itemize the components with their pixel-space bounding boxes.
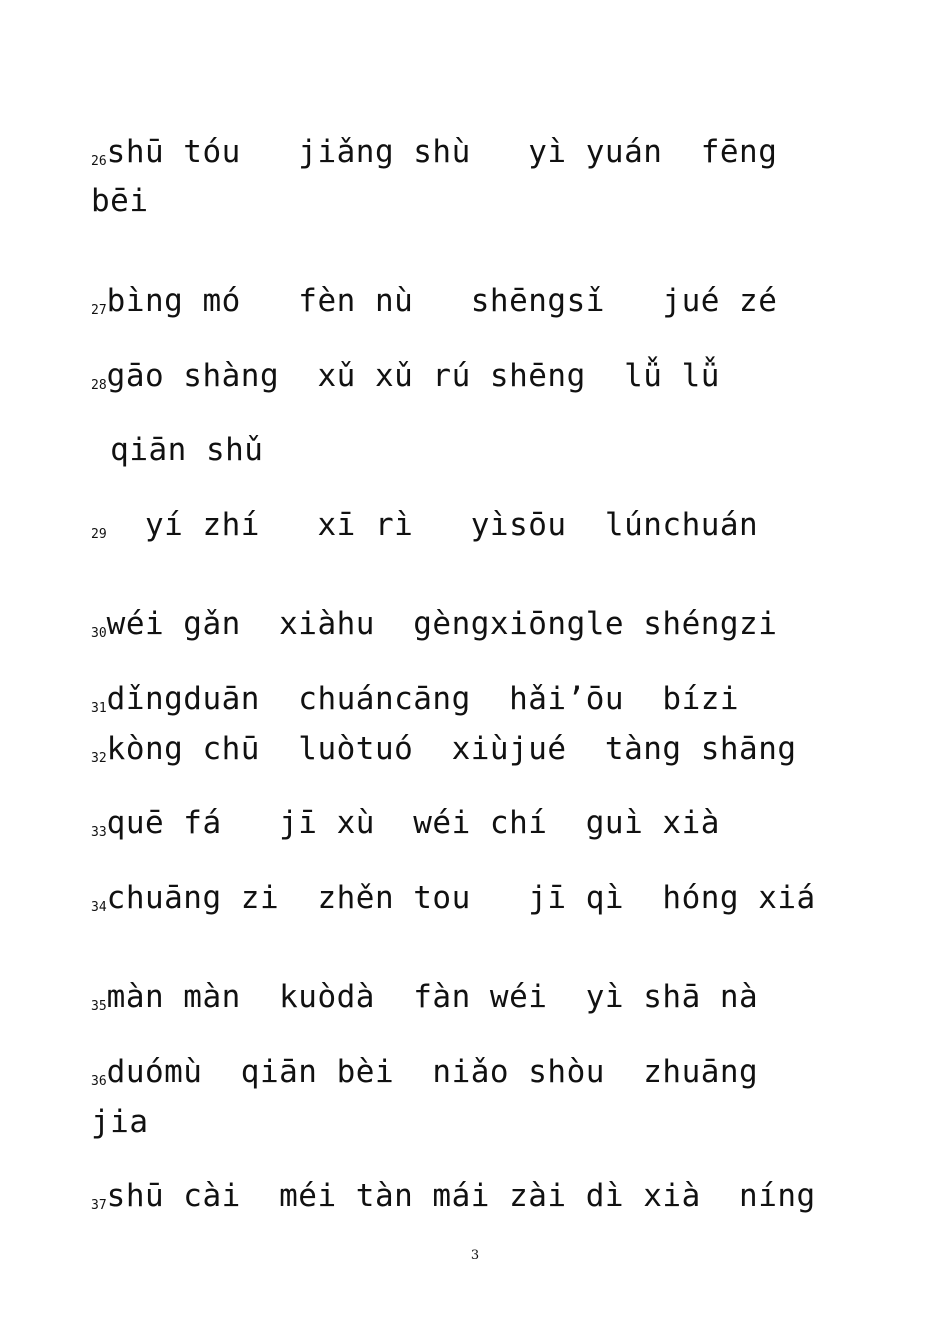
item-number: 36 (91, 1074, 107, 1089)
pinyin-text: gāo shàng xǔ xǔ rú shēng lǚ lǚ (106, 358, 720, 394)
pinyin-text: kòng chū luòtuó xiùjué tàng shāng (106, 731, 797, 767)
pinyin-text: shū tóu jiǎng shù yì yuán fēng (106, 134, 778, 170)
pinyin-line-36 (91, 1054, 758, 1100)
pinyin-text: quē fá jī xù wéi chí guì xià (106, 805, 720, 841)
pinyin-line-30 (91, 606, 777, 652)
item-number: 28 (91, 378, 107, 393)
pinyin-text: dǐngduān chuáncāng hǎi’ōu bízi (106, 681, 740, 717)
item-number: 30 (91, 626, 107, 641)
pinyin-text: wéi gǎn xiàhu gèngxiōngle shéngzi (106, 606, 778, 642)
pinyin-line-29 (91, 507, 758, 553)
item-number: 33 (91, 825, 107, 840)
pinyin-line-31 (91, 681, 739, 727)
item-number: 34 (91, 900, 107, 915)
pinyin-text: chuāng zi zhěn tou jī qì hóng xiá (106, 880, 816, 916)
pinyin-text: yí zhí xī rì yìsōu lúnchuán (106, 507, 759, 543)
pinyin-line-37 (91, 1178, 816, 1224)
item-number: 26 (91, 154, 107, 169)
pinyin-line-28-cont (91, 432, 263, 478)
pinyin-text: shū cài méi tàn mái zài dì xià níng (106, 1178, 816, 1214)
item-number: 29 (91, 527, 107, 542)
pinyin-line-28 (91, 358, 720, 404)
pinyin-line-33 (91, 805, 720, 851)
pinyin-line-26 (91, 134, 777, 180)
pinyin-text: bēi (91, 183, 149, 219)
item-number: 31 (91, 701, 107, 716)
item-number: 27 (91, 303, 107, 318)
pinyin-text: bìng mó fèn nù shēngsǐ jué zé (106, 283, 778, 319)
pinyin-line-35 (91, 979, 758, 1025)
pinyin-text: qiān shǔ (91, 432, 264, 468)
item-number: 35 (91, 999, 107, 1014)
pinyin-text: jia (91, 1104, 149, 1140)
item-number: 32 (91, 751, 107, 766)
pinyin-line-34 (91, 880, 816, 926)
pinyin-line-36-cont (91, 1104, 149, 1150)
pinyin-text: màn màn kuòdà fàn wéi yì shā nà (106, 979, 759, 1015)
pinyin-line-27 (91, 283, 777, 329)
pinyin-text: duómù qiān bèi niǎo shòu zhuāng (106, 1054, 759, 1090)
pinyin-line-32 (91, 731, 797, 777)
item-number: 37 (91, 1198, 107, 1213)
pinyin-line-26-cont (91, 183, 149, 229)
page-number: 3 (470, 1248, 480, 1263)
